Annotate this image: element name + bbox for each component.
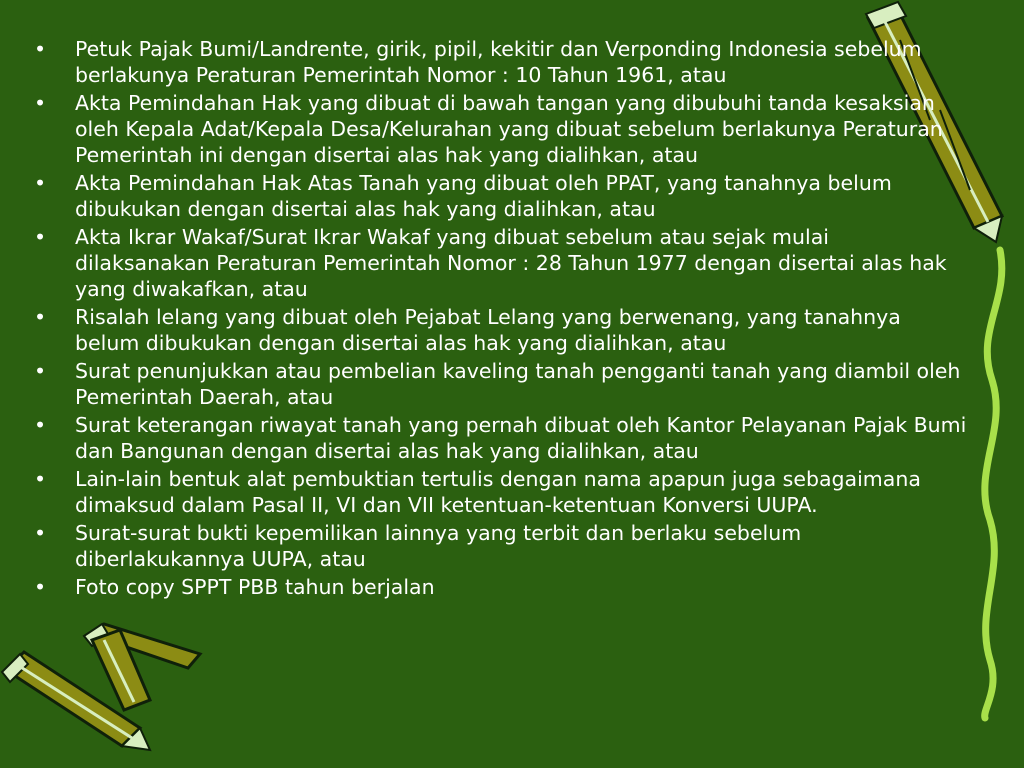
bullet-item-5: [30, 304, 970, 356]
bullet-text: Lain-lain bentuk alat pembuktian tertulis dengan nama apapun juga sebagaimana dimaksud dalam Pasal II, VI dan VII ketentuan-ketentuan Konversi UUPA.: [75, 467, 921, 517]
bullet-text: Surat keterangan riwayat tanah yang pernah dibuat oleh Kantor Pelayanan Pajak Bumi dan Bangunan dengan disertai alas hak yang dialihkan, atau: [75, 413, 967, 463]
bullet-symbol: •: [33, 467, 47, 491]
bullet-list: [30, 36, 970, 602]
bullet-text: Surat penunjukkan atau pembelian kaveling tanah pengganti tanah yang diambil oleh Pemerintah Daerah, atau: [75, 359, 961, 409]
bullet-symbol: •: [33, 359, 47, 383]
bullet-text: Foto copy SPPT PBB tahun berjalan: [75, 575, 435, 599]
bullet-item-7: [30, 412, 970, 464]
bullet-text: Petuk Pajak Bumi/Landrente, girik, pipil, kekitir dan Verponding Indonesia sebelum berlakunya Peraturan Pemerintah Nomor : 10 Tahun 1961, atau: [75, 37, 922, 87]
bullet-item-10: [30, 574, 970, 600]
bullet-symbol: •: [33, 91, 47, 115]
bullet-item-9: [30, 520, 970, 572]
bullet-item-6: [30, 358, 970, 410]
bullet-text: Akta Pemindahan Hak yang dibuat di bawah tangan yang dibubuhi tanda kesaksian oleh Kepala Adat/Kepala Desa/Kelurahan yang dibuat sebelum berlakunya Peraturan Pemerintah ini dengan disertai alas hak yang dialihkan, atau: [75, 91, 943, 167]
bullet-symbol: •: [33, 171, 47, 195]
bullet-item-3: [30, 170, 970, 222]
pencil-decoration-middle: [84, 624, 200, 710]
bullet-text: Risalah lelang yang dibuat oleh Pejabat Lelang yang berwenang, yang tanahnya belum dibukukan dengan disertai alas hak yang dialihkan, atau: [75, 305, 901, 355]
bullet-symbol: •: [33, 37, 47, 61]
bullet-text: Akta Pemindahan Hak Atas Tanah yang dibuat oleh PPAT, yang tanahnya belum dibukukan dengan disertai alas hak yang dialihkan, atau: [75, 171, 892, 221]
bullet-text: Surat-surat bukti kepemilikan lainnya yang terbit dan berlaku sebelum diberlakukannya UUPA, atau: [75, 521, 802, 571]
bullet-symbol: •: [33, 305, 47, 329]
bullet-symbol: •: [33, 225, 47, 249]
bullet-symbol: •: [33, 575, 47, 599]
bullet-item-8: [30, 466, 970, 518]
bullet-text: Akta Ikrar Wakaf/Surat Ikrar Wakaf yang dibuat sebelum atau sejak mulai dilaksanakan Peraturan Pemerintah Nomor : 28 Tahun 1977 dengan disertai alas hak yang diwakafkan, atau: [75, 225, 947, 301]
squiggle-decoration: [985, 250, 1002, 718]
bullet-item-1: [30, 36, 970, 88]
bullet-symbol: •: [33, 413, 47, 437]
bullet-item-2: [30, 90, 970, 168]
bullet-item-4: [30, 224, 970, 302]
bullet-symbol: •: [33, 521, 47, 545]
